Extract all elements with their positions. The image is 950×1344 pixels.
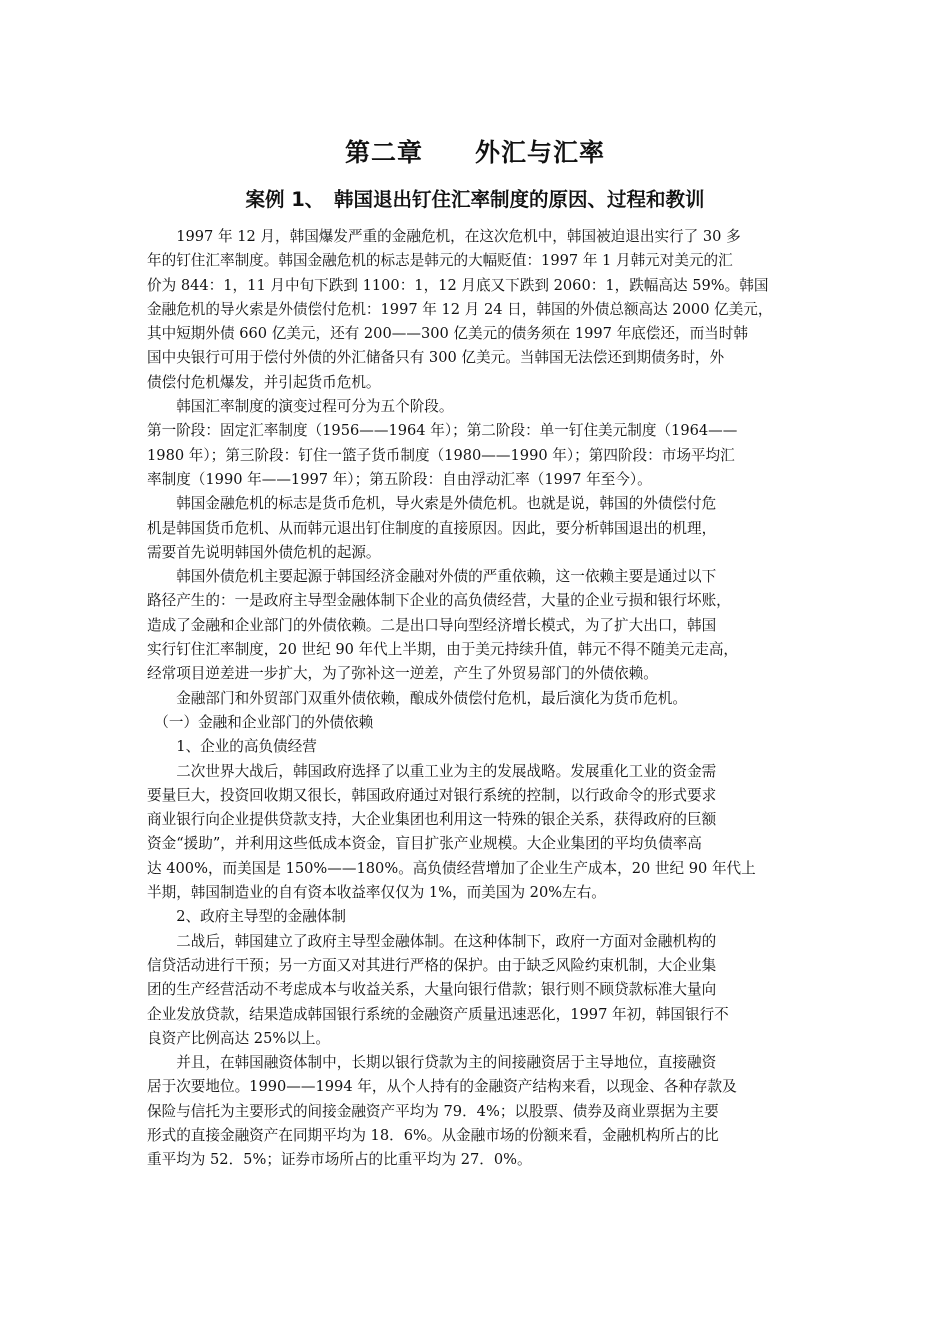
text-line: 路径产生的：一是政府主导型金融体制下企业的高负债经营，大量的企业亏损和银行坏账， [147, 592, 731, 610]
text-line: 良资产比例高达 25%以上。 [147, 1029, 331, 1047]
text-line: 形式的直接金融资产在同期平均为 18．6%。从金融市场的份额来看，金融机构所占的比 [147, 1126, 719, 1144]
text-line: （一）金融和企业部门的外债依赖 [147, 713, 374, 731]
text-line: 1、企业的高负债经营 [147, 738, 317, 756]
text-line: 韩国汇率制度的演变过程可分为五个阶段。 [147, 398, 454, 416]
text-line: 企业发放贷款，结果造成韩国银行系统的金融资产质量迅速恶化，1997 年初，韩国银行不 [147, 1005, 729, 1023]
text-line: 居于次要地位。1990——1994 年，从个人持有的金融资产结构来看，以现金、各种存款及 [147, 1078, 737, 1096]
body-text [147, 225, 827, 1173]
text-line: 达 400%，而美国是 150%——180%。高负债经营增加了企业生产成本，20 世纪 90 年代上 [147, 859, 756, 877]
text-line: 韩国金融危机的标志是货币危机，导火索是外债危机。也就是说，韩国的外债偿付危 [147, 495, 717, 513]
text-line: 实行钉住汇率制度，20 世纪 90 年代上半期，由于美元持续升值，韩元不得不随美元走高， [147, 641, 739, 659]
text-line: 国中央银行可用于偿付外债的外汇储备只有 300 亿美元。当韩国无法偿还到期债务时，外 [147, 349, 725, 367]
text-line: 半期，韩国制造业的自有资本收益率仅仅为 1%，而美国为 20%左右。 [147, 884, 606, 902]
text-line: 经常项目逆差进一步扩大，为了弥补这一逆差，产生了外贸易部门的外债依赖。 [147, 665, 658, 683]
text-line: 价为 844：1，11 月中旬下跌到 1100：1，12 月底又下跌到 2060：1，跌幅高达 59%。韩国 [147, 276, 769, 294]
text-line: 机是韩国货币危机、从而韩元退出钉住制度的直接原因。因此，要分析韩国退出的机理， [147, 519, 717, 537]
text-line: 信贷活动进行干预；另一方面又对其进行严格的保护。由于缺乏风险约束机制，大企业集 [147, 956, 717, 974]
text-line: 要量巨大，投资回收期又很长，韩国政府通过对银行系统的控制，以行政命令的形式要求 [147, 786, 717, 804]
text-line: 需要首先说明韩国外债危机的起源。 [147, 543, 381, 561]
text-line: 团的生产经营活动不考虑成本与收益关系，大量向银行借款；银行则不顾贷款标准大量向 [147, 981, 717, 999]
text-line: 率制度（1990 年——1997 年）；第五阶段：自由浮动汇率（1997 年至今）。 [147, 470, 652, 488]
text-line: 金融部门和外贸部门双重外债依赖，酿成外债偿付危机，最后演化为货币危机。 [147, 689, 687, 707]
case-title: 案例 1、 韩国退出钉住汇率制度的原因、过程和教训 [245, 188, 705, 211]
text-line: 第一阶段：固定汇率制度（1956——1964 年）；第二阶段：单一钉住美元制度（1964—— [147, 422, 738, 440]
text-line: 2、政府主导型的金融体制 [147, 908, 347, 926]
text-line: 其中短期外债 660 亿美元，还有 200——300 亿美元的债务须在 1997 年底偿还，而当时韩 [147, 325, 748, 343]
text-line: 1980 年）；第三阶段：钉住一篮子货币制度（1980——1990 年）；第四阶段：市场平均汇 [147, 446, 735, 464]
text-line: 韩国外债危机主要起源于韩国经济金融对外债的严重依赖，这一依赖主要是通过以下 [147, 568, 717, 586]
text-line: 债偿付危机爆发，并引起货币危机。 [147, 373, 381, 391]
chapter-title: 第二章 外汇与汇率 [344, 138, 605, 167]
text-line: 二次世界大战后，韩国政府选择了以重工业为主的发展战略。发展重化工业的资金需 [147, 762, 717, 780]
text-line: 重平均为 52．5%；证券市场所占的比重平均为 27．0%。 [147, 1151, 532, 1169]
text-line: 1997 年 12 月，韩国爆发严重的金融危机，在这次危机中，韩国被迫退出实行了 30 多 [147, 228, 741, 245]
text-line: 并且，在韩国融资体制中，长期以银行贷款为主的间接融资居于主导地位，直接融资 [147, 1054, 717, 1072]
text-line: 商业银行向企业提供贷款支持，大企业集团也利用这一特殊的银企关系，获得政府的巨额 [147, 811, 717, 829]
text-line: 保险与信托为主要形式的间接金融资产平均为 79．4%；以股票、债券及商业票据为主要 [147, 1102, 719, 1120]
text-line: 造成了金融和企业部门的外债依赖。二是出口导向型经济增长模式，为了扩大出口，韩国 [147, 616, 717, 634]
text-line: 金融危机的导火索是外债偿付危机：1997 年 12 月 24 日，韩国的外债总额高达 2000 亿美元， [147, 300, 773, 318]
text-line: 资金“援助”，并利用这些低成本资金，盲目扩张产业规模。大企业集团的平均负债率高 [147, 835, 702, 853]
text-line: 二战后，韩国建立了政府主导型金融体制。在这种体制下，政府一方面对金融机构的 [147, 932, 717, 950]
text-line: 年的钉住汇率制度。韩国金融危机的标志是韩元的大幅贬值：1997 年 1 月韩元对美元的汇 [147, 252, 733, 270]
